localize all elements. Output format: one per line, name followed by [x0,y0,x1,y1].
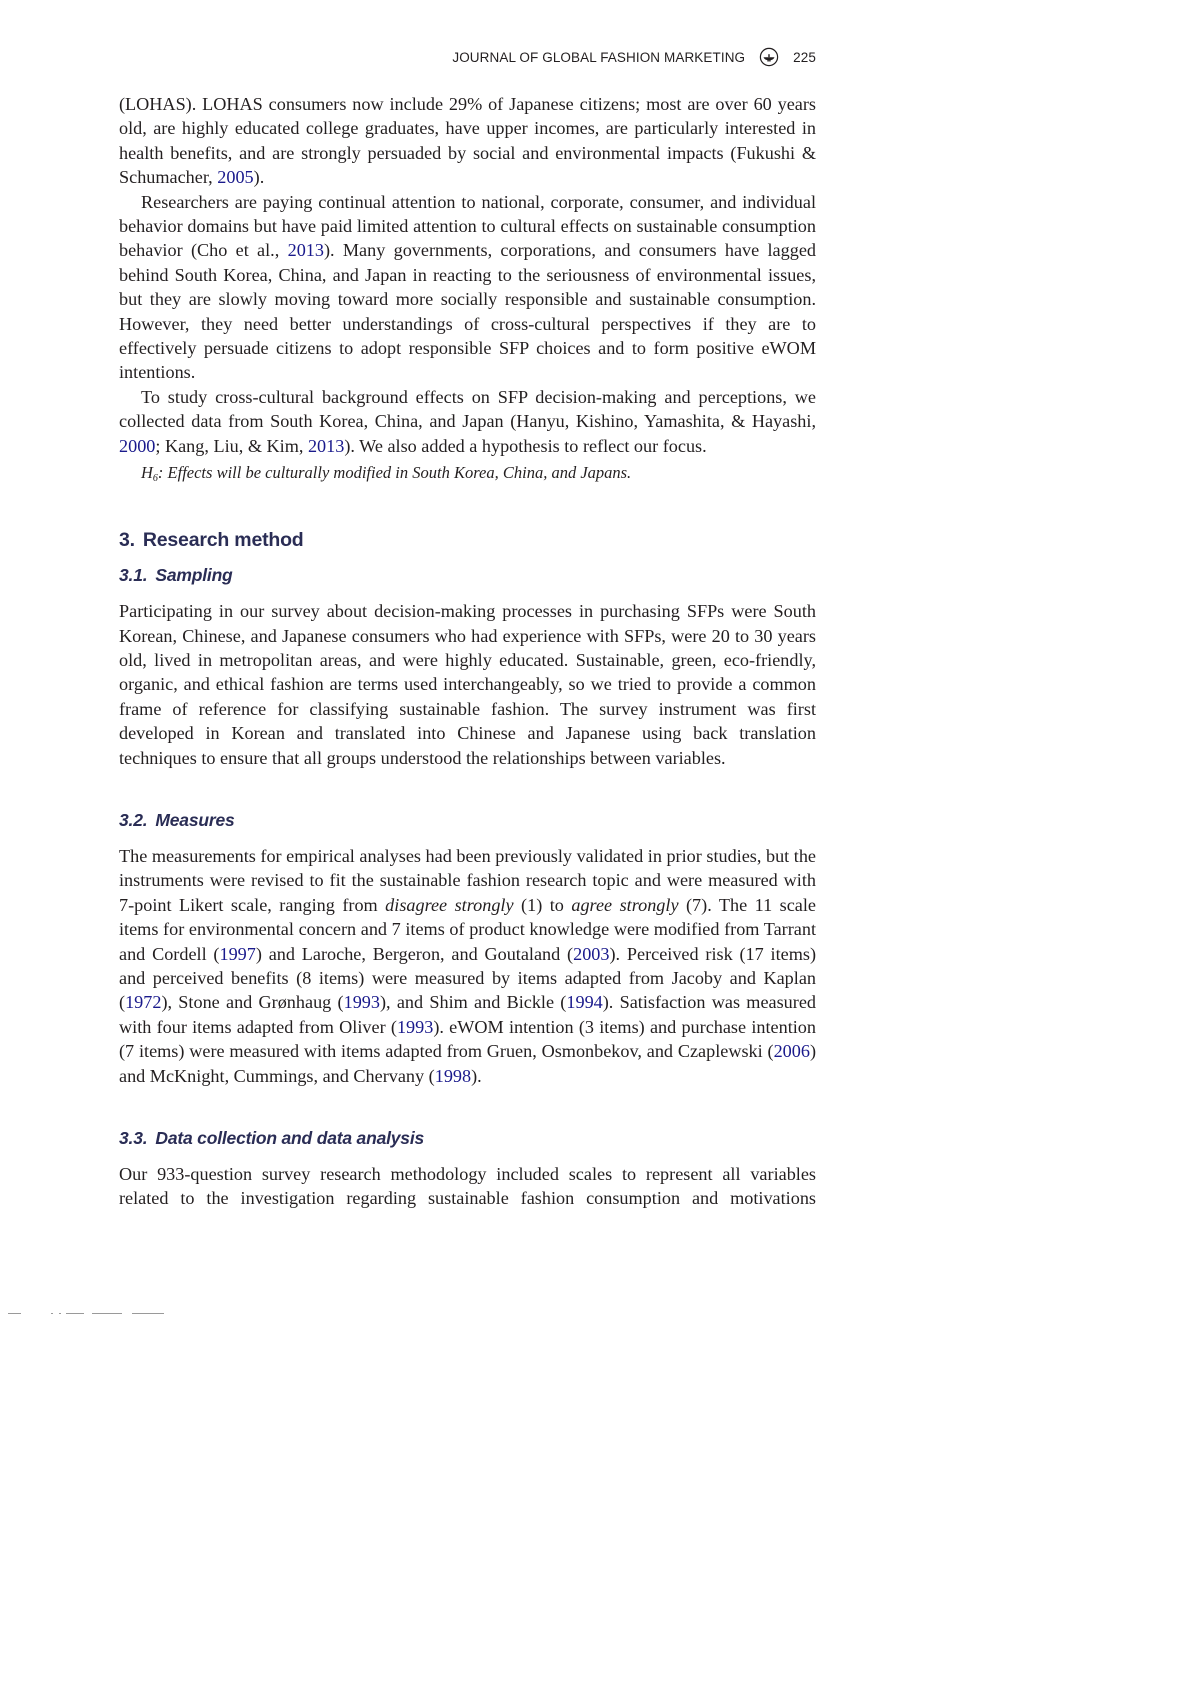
citation-link[interactable]: 1998 [434,1065,472,1086]
citation-link[interactable]: 2005 [217,167,254,188]
paragraph-data-collection: Our 933-question survey research methodology included scales to represent all variables related to the investigation regarding sustainable fashion consumption and motivations [119,1164,816,1209]
artifact-mark [51,1313,53,1314]
subsection-heading-data-collection: 3.3. Data collection and data analysis [119,1128,425,1148]
artifact-mark [92,1313,122,1314]
scan-artifact-marks [8,1313,168,1315]
running-header [452,47,816,67]
citation-link[interactable]: 1993 [343,992,380,1013]
journal-title: JOURNAL OF GLOBAL FASHION MARKETING [452,49,746,65]
citation-link[interactable]: 1972 [125,992,162,1013]
artifact-mark [132,1313,164,1314]
citation-link[interactable]: 2000 [119,435,156,456]
paragraph-sampling: Participating in our survey about decision-making processes in purchasing SFPs were South Korean, Chinese, and Japanese consumers who had experience with SFPs, were 20 to 30 years old, lived in metropolitan areas, and were highly educated. Sustainable, green, eco-friendly, organic, and ethical fashion are terms used interchangeably, so we tried to provide a common frame of reference for classifying sustainable fashion. The survey instrument was first developed in Korean and translated into Chinese and Japanese using back translation techniques to ensure that all groups understood the relationships between variables. [119,601,816,768]
artifact-mark [8,1313,21,1314]
citation-link[interactable]: 1993 [396,1016,434,1037]
citation-link[interactable]: 2003 [573,943,610,964]
paragraph-lohas: (LOHAS). LOHAS consumers now include 29% of Japanese citizens; most are over 60 years old, are highly educated college graduates, have upper incomes, are particularly interested in health benefits, and are strongly persuaded by social and environmental impacts (Fukushi & Schumacher, 2005). [119,94,816,188]
artifact-mark [59,1313,61,1314]
publisher-lamp-icon [759,47,779,67]
citation-link[interactable]: 1997 [219,943,256,964]
paragraph-cross-cultural: To study cross-cultural background effects on SFP decision-making and perceptions, we collected data from South Korea, China, and Japan (Hanyu, Kishino, Yamashita, & Hayashi, 2000; Kang, Liu, & Kim, 2013). We also added a hypothesis to reflect our focus. [119,386,816,456]
citation-link[interactable]: 2006 [773,1041,810,1062]
paragraph-researchers: Researchers are paying continual attention to national, corporate, consumer, and individual behavior domains but have paid limited attention to cultural effects on sustainable consumption behavior (Cho et al., 2013). Many governments, corporations, and consumers have lagged behind South Korea, China, and Japan in reacting to the seriousness of environmental issues, but they are slowly moving toward more socially responsible and sustainable consumption. However, they need better understandings of cross-cultural perspectives if they are to effectively persuade citizens to adopt responsible SFP choices and to form positive eWOM intentions. [119,191,816,383]
article-body [119,92,816,1211]
page-number: 225 [793,49,816,65]
citation-link[interactable]: 2013 [307,435,345,456]
citation-link[interactable]: 2013 [287,240,324,261]
subsection-heading-sampling: 3.1. Sampling [119,565,233,586]
subsection-heading-measures: 3.2. Measures [119,809,235,830]
section-heading-research-method: 3. Research method [119,529,304,552]
paragraph-measures: The measurements for empirical analyses had been previously validated in prior studies, but the instruments were revised to fit the sustainable fashion research topic and were measured with 7-point Likert scale, ranging from disagree strongly (1) to agree strongly (7). The 11 scale items for environmental concern and 7 items of product knowledge were modified from Tarrant and Cordell (1997) and Laroche, Bergeron, and Goutaland (2003). Perceived risk (17 items) and perceived benefits (8 items) were measured by items adapted from Jacoby and Kaplan (1972), Stone and Grønhaug (1993), and Shim and Bickle (1994). Satisfaction was measured with four items adapted from Oliver (1993). eWOM intention (3 items) and purchase intention (7 items) were measured with items adapted from Gruen, Osmonbekov, and Czaplewski (2006) and McKnight, Cummings, and Chervany (1998). [119,845,816,1086]
artifact-mark [66,1313,84,1314]
citation-link[interactable]: 1994 [566,992,603,1013]
hypothesis-h6: $H_6$: Effects will be culturally modified in South Korea, China, and Japans. [141,463,632,485]
